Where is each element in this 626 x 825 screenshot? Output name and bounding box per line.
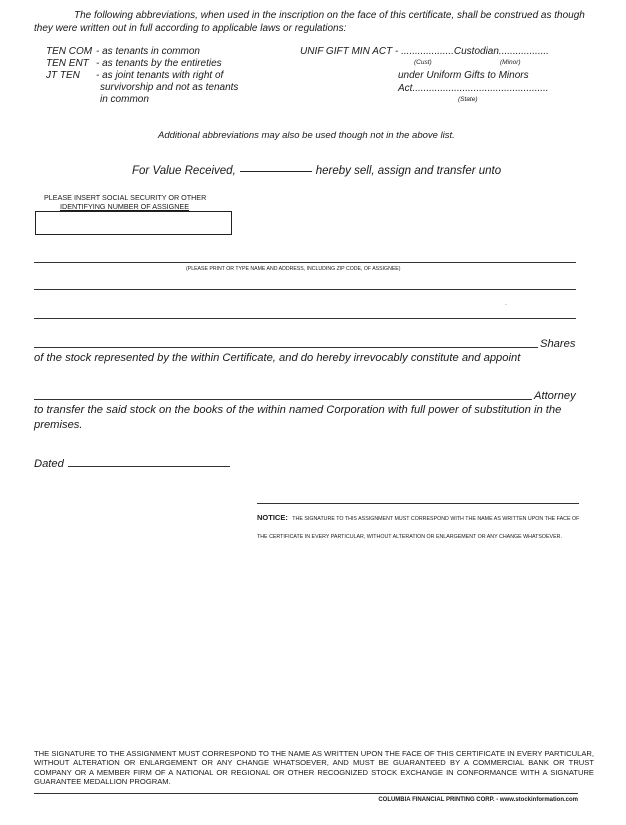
ssn-input-box[interactable] — [35, 211, 232, 235]
abbreviation-meaning: survivorship and not as tenants — [100, 82, 239, 93]
unif-gift-line1: UNIF GIFT MIN ACT - ...................Custodian.................. — [300, 46, 549, 57]
transfer-statement: to transfer the said stock on the books of the within named Corporation with full power of substitution in the premises. — [34, 404, 562, 431]
abbreviation-ten-com — [46, 46, 200, 58]
value-received-text: For Value Received, — [132, 165, 236, 177]
unif-gift-line3: Act................................................. — [398, 83, 549, 94]
abbreviation-jt-ten — [46, 70, 223, 82]
attorney-line[interactable] — [34, 399, 532, 400]
ssn-label-line2: IDENTIFYING NUMBER OF ASSIGNEE — [60, 202, 189, 211]
intro-text: The following abbreviations, when used in the inscription on the face of this certificate, shall be construed as though they were written out in full according to applicable laws or regulations: — [34, 10, 585, 34]
unif-gift-state-label: (State) — [458, 96, 478, 103]
signature-guarantee-statement: THE SIGNATURE TO THE ASSIGNMENT MUST CORRESPOND TO THE NAME AS WRITTEN UPON THE FACE OF THIS CERTIFICATE IN EVERY PARTICULAR, WITHOUT ALTERATION OR ENLARGEMENT OR ANY CHANGE WHATSOEVER, AND MUST BE GUARANTEED BY A COMMERCIAL BANK OR TRUST COMPANY OR A MEMBER FIRM OF A NATIONAL OR REGIONAL OR OTHER RECOGNIZED STOCK EXCHANGE IN CONFORMANCE WITH A SIGNATURE GUARANTEE MEDALLION PROGRAM. — [34, 749, 594, 787]
attorney-label: Attorney — [534, 390, 576, 402]
unif-gift-cust-label: (Cust) — [414, 59, 432, 66]
assignee-address-line-2[interactable] — [34, 318, 576, 319]
abbreviation-meaning: in common — [100, 94, 149, 105]
printer-credit: COLUMBIA FINANCIAL PRINTING CORP. - www.stockinformation.com — [378, 797, 578, 803]
assign-transfer-text: hereby sell, assign and transfer unto — [315, 165, 502, 177]
notice-label: NOTICE: — [257, 513, 288, 522]
dated-label: Dated — [34, 458, 64, 470]
stock-statement: of the stock represented by the within Certificate, and do hereby irrevocably constitute and appoint — [34, 352, 521, 364]
notice-block — [257, 507, 587, 543]
notice-text: THE SIGNATURE TO THIS ASSIGNMENT MUST CORRESPOND WITH THE NAME AS WRITTEN UPON THE FACE OF THE CERTIFICATE IN EVERY PARTICULAR, WITHOUT ALTERATION OR ENLARGEMENT OR ANY CHANGE WHATSOEVER. — [257, 516, 580, 540]
abbreviation-meaning: - as joint tenants with right of — [96, 70, 224, 81]
abbreviation-meaning: - as tenants in common — [96, 46, 200, 57]
footer-divider — [34, 793, 578, 794]
intro-paragraph — [34, 10, 594, 35]
shares-label: Shares — [540, 338, 576, 350]
ssn-label — [44, 193, 206, 211]
value-received-blank[interactable] — [240, 171, 312, 172]
assignee-address-line-1[interactable] — [34, 289, 576, 290]
signature-line[interactable] — [257, 503, 579, 504]
assignee-name-line[interactable] — [34, 262, 576, 263]
additional-abbreviations-note: Additional abbreviations may also be used though not in the above list. — [158, 130, 455, 141]
shares-line[interactable] — [34, 347, 538, 348]
value-received-line — [132, 165, 501, 177]
address-hint: (PLEASE PRINT OR TYPE NAME AND ADDRESS, INCLUDING ZIP CODE, OF ASSIGNEE) — [186, 266, 401, 272]
unif-gift-line2: under Uniform Gifts to Minors — [398, 70, 529, 81]
dated-line[interactable] — [68, 466, 230, 467]
abbreviation-meaning: - as tenants by the entireties — [96, 58, 222, 69]
abbreviation-ten-ent — [46, 58, 222, 70]
stray-mark: · — [505, 302, 507, 308]
abbreviation-continuation — [100, 82, 238, 94]
abbreviation-code: JT TEN — [46, 70, 80, 81]
unif-gift-minor-label: (Minor) — [500, 59, 521, 66]
abbreviation-code: TEN ENT — [46, 58, 89, 69]
abbreviation-code: TEN COM — [46, 46, 93, 57]
ssn-label-line1: PLEASE INSERT SOCIAL SECURITY OR OTHER — [44, 193, 207, 202]
abbreviation-continuation — [100, 94, 149, 106]
